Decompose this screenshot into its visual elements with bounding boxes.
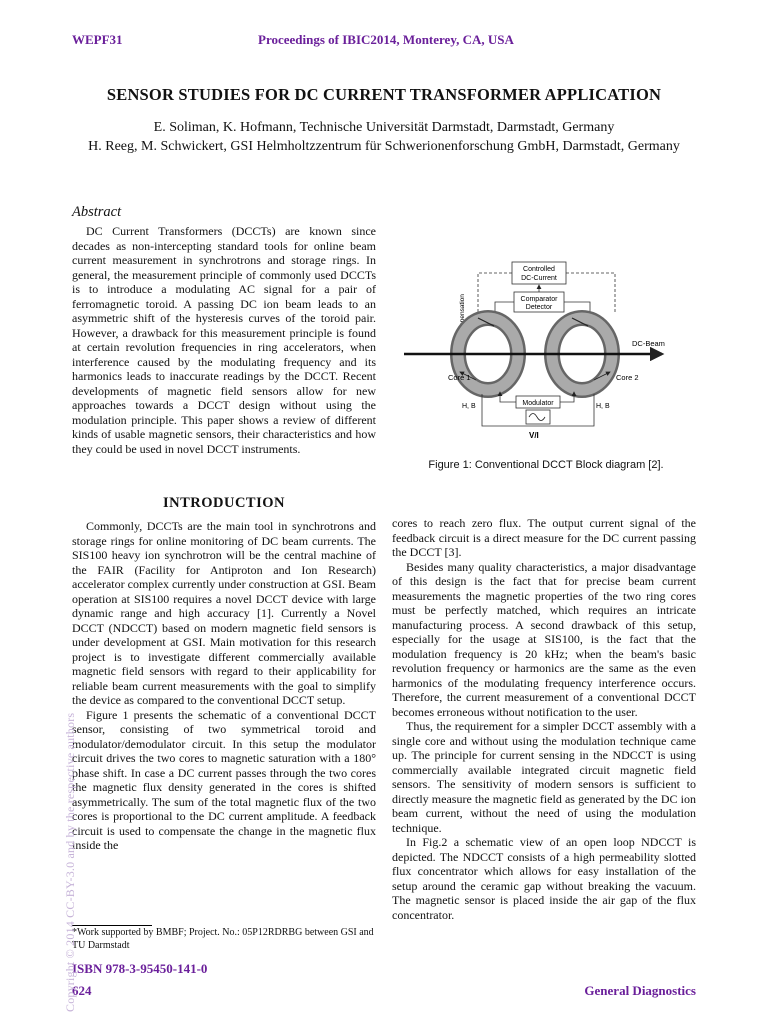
- figure-1-dcct-diagram: [400, 254, 696, 440]
- author-line-1: E. Soliman, K. Hofmann, Technische Universität Darmstadt, Darmstadt, Germany: [153, 120, 615, 135]
- paragraph: cores to reach zero flux. The output current signal of the feedback circuit is a direct measure for the DC current passing the DCCT [3].: [392, 516, 696, 559]
- intro-right-column: [392, 516, 696, 922]
- paragraph: Besides many quality characteristics, a major disadvantage of this design is the fact that for precise beam current measurements the magnetic properties of the two ring cores must be perfectly matched, which requires an intricate manufacturing process. A second drawback of this setup, especially for the usage at SIS100, is the fact that the modulation frequency is 20 kHz; when the beam's basic revolution frequency or harmonics are the same as the even harmonics of the modulating frequency interference occurs. Therefore, the current measurement of a conventional DCCT becomes erroneous without notification to the user.: [392, 559, 696, 719]
- dc-beam-label: DC-Beam: [632, 339, 665, 348]
- section-heading-introduction: INTRODUCTION: [162, 495, 285, 511]
- controlled-label-2: DC-Current: [521, 275, 557, 282]
- paper-title: SENSOR STUDIES FOR DC CURRENT TRANSFORMER APPLICATION: [106, 85, 662, 104]
- hb-right-label: H, B: [596, 403, 610, 410]
- comparator-label-2: Detector: [525, 304, 553, 311]
- section-footer: General Diagnostics: [584, 983, 696, 998]
- hb-left-label: H, B: [462, 403, 476, 410]
- abstract-heading: Abstract: [72, 204, 122, 220]
- controlled-label-1: Controlled: [523, 266, 555, 273]
- modulator-label: Modulator: [522, 400, 554, 407]
- paragraph: Figure 1 presents the schematic of a conventional DCCT sensor, consisting of two symmetrical toroid and modulator/demodulator circuit. In this setup the modulator circuit drives the two cores to magnetic saturation with a 180° phase shift. In case a DC current passes through the two cores the magnetic flux density generated in the cores is shifted asymmetrically. The sum of the total magnetic flux of the two cores is proportional to the DC current amplitude. A feedback circuit is used to compensate the change in the magnetic flux inside the: [72, 707, 376, 852]
- compensation-label-2: current: [467, 315, 474, 336]
- comparator-label-1: Comparator: [520, 296, 558, 303]
- proceedings-title: Proceedings of IBIC2014, Monterey, CA, USA: [258, 32, 514, 47]
- vi-label: V/I: [529, 431, 539, 440]
- paragraph: In Fig.2 a schematic view of an open loop NDCCT is depicted. The NDCCT consists of a high permeability slotted flux concentrator which allows for easy installation of the setup around the ceramic gap without breaking the vacuum. The magnetic sensor is placed inside the air gap of the flux concentrator.: [392, 835, 696, 922]
- paper-id: WEPF31: [72, 32, 123, 47]
- ac-source-box: [526, 410, 550, 424]
- core-2-label: Core 2: [616, 373, 639, 382]
- paragraph: Thus, the requirement for a simpler DCCT assembly with a single core and without using the modulation technique came up. The principle for current sensing in the NDCCT is using commercially available integrated circuit magnetic field sensors. The sensitivity of modern sensors is sufficient to directly measure the magnetic field as generated by the DC ion beam current, without the need of using the modulation technique.: [392, 719, 696, 835]
- intro-left-column: [72, 519, 376, 853]
- abstract-body: [72, 224, 376, 456]
- compensation-label-1: Compensation: [459, 294, 466, 336]
- author-line-2: H. Reeg, M. Schwickert, GSI Helmholtzzentrum für Schwerionenforschung GmbH, Darmstadt, Germany: [88, 139, 680, 154]
- footnote: *Work supported by BMBF; Project. No.: 05P12RDRBG between GSI and TU Darmstadt: [72, 927, 374, 951]
- copyright-watermark: Copyright © 2014 CC-BY-3.0 and by the respective authors: [63, 712, 77, 1012]
- figure-1-caption: Figure 1: Conventional DCCT Block diagram [2].: [428, 459, 664, 471]
- page-number: 624: [72, 983, 92, 998]
- author-list: [70, 118, 698, 156]
- paragraph: Commonly, DCCTs are the main tool in synchrotrons and storage rings for online monitoring of DC beam currents. The SIS100 heavy ion synchrotron will be the central machine of the FAIR (Facility for Antiproton and Ion Research) accelerator complex currently under construction at GSI. Beam operation at SIS100 requires a novel DCCT device with large dynamic range and high accuracy [1]. Currently a Novel DCCT (NDCCT) based on modern magnetic field sensors is under development at GSI. Main motivation for this research project is to investigate different commercially available magnetic field sensors with regard to their applicability for reliable beam current measurements with the goal to simplify the device as compared to the conventional DCCT setup.: [72, 519, 376, 707]
- isbn: ISBN 978-3-95450-141-0: [72, 961, 208, 976]
- core-1-label: Core 1: [448, 373, 471, 382]
- abstract-text: DC Current Transformers (DCCTs) are known since decades as non-intercepting standard tools for online beam current measurement in synchrotrons and storage rings. In general, the measurement principle of commonly used DCCTs is to introduce a modulating AC signal for a pair of ferromagnetic toroid. A passing DC ion beam leads to an asymmetric shift of the hysteresis curves of the toroid pair. However, a drawback for this measurement principle is found at certain revolution frequencies in ring accelerators, when interference caused by the modulating frequency and its harmonics leads to inaccurate readings by the DCCT. Recent developments of magnetic field sensors allow for new approaches towards a DCCT design without using the modulation principle. This paper shows a review of different kinds of usable magnetic sensors, their characteristics and how they could be used in novel DCCT instruments.: [72, 224, 376, 456]
